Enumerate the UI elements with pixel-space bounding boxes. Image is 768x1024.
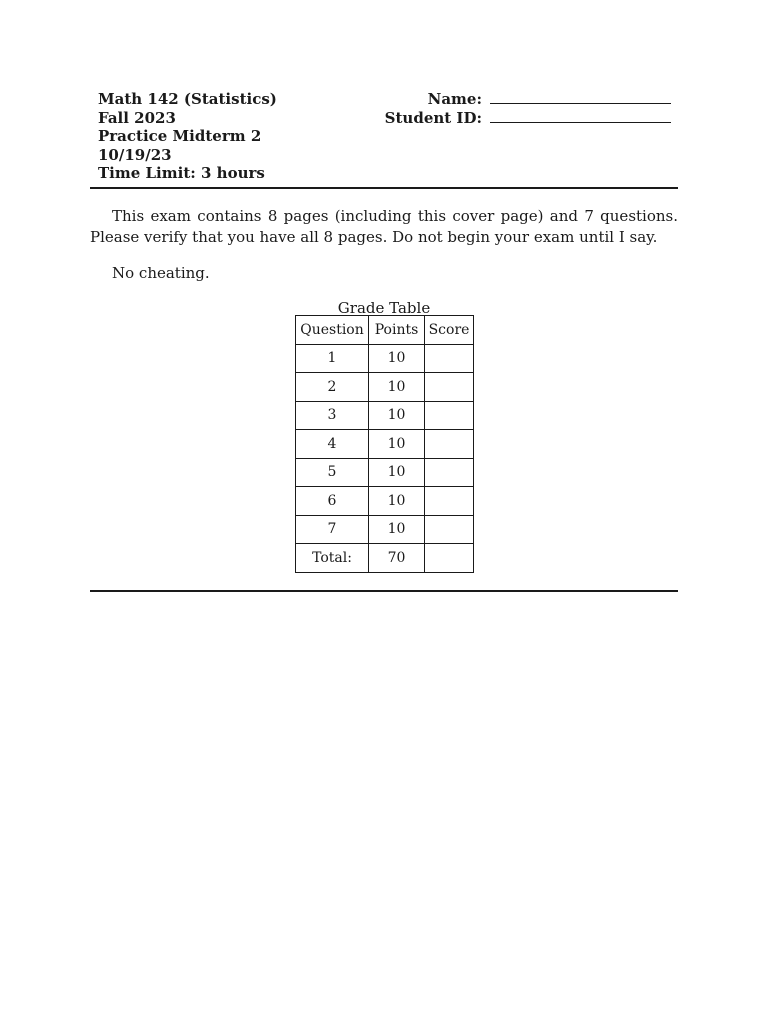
table-row [296,344,474,373]
score-cell[interactable] [425,458,474,487]
student-id-label: Student ID: [384,108,482,127]
name-label: Name: [427,90,482,108]
footer-divider [90,590,678,592]
grade-table-header-row [296,316,474,345]
question-points: 10 [369,487,425,516]
grade-table [295,315,474,573]
student-id-field-row [385,109,671,128]
question-number: 7 [296,515,369,544]
grade-table-caption: Grade Table [337,299,431,317]
table-row [296,430,474,459]
question-points: 10 [369,401,425,430]
time-limit: Time Limit: 3 hours [98,164,265,182]
course-title: Math 142 (Statistics) [98,90,277,108]
total-score-cell[interactable] [425,544,474,573]
term: Fall 2023 [98,108,176,127]
score-cell[interactable] [425,373,474,402]
table-row [296,373,474,402]
question-number: 2 [296,373,369,402]
header-score: Score [425,316,474,345]
question-points: 10 [369,458,425,487]
student-fields [385,90,671,127]
question-number: 3 [296,401,369,430]
question-points: 10 [369,344,425,373]
no-cheating-note: No cheating. [112,264,210,282]
total-label: Total: [296,544,369,573]
question-number: 5 [296,458,369,487]
question-points: 10 [369,373,425,402]
header-divider [90,187,678,189]
question-number: 4 [296,430,369,459]
question-number: 1 [296,344,369,373]
exam-date: 10/19/23 [98,145,172,164]
header-points: Points [369,316,425,345]
score-cell[interactable] [425,487,474,516]
table-row [296,487,474,516]
name-blank[interactable] [490,90,671,104]
total-points: 70 [369,544,425,573]
question-points: 10 [369,515,425,544]
table-row [296,458,474,487]
student-id-blank[interactable] [490,109,671,123]
exam-header-info [98,90,277,183]
table-row [296,401,474,430]
score-cell[interactable] [425,401,474,430]
exam-title: Practice Midterm 2 [98,127,262,145]
exam-instructions: This exam contains 8 pages (including this cover page) and 7 questions. Please verify that you have all 8 pages. Do not begin your exam until I say. [90,207,678,246]
table-row [296,515,474,544]
question-points: 10 [369,430,425,459]
score-cell[interactable] [425,430,474,459]
question-number: 6 [296,487,369,516]
header-question: Question [296,316,369,345]
name-field-row [385,90,671,109]
score-cell[interactable] [425,344,474,373]
total-row [296,544,474,573]
score-cell[interactable] [425,515,474,544]
